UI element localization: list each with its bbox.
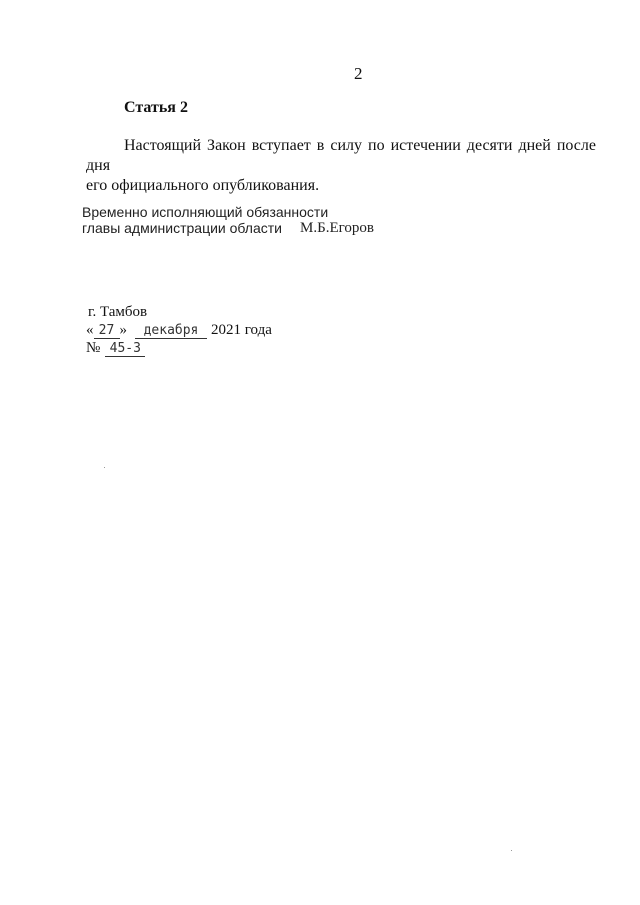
article-body — [86, 136, 596, 196]
signature-position-line-1: Временно исполняющий обязанности — [82, 204, 329, 220]
scan-speck — [511, 850, 512, 851]
date-year: 2021 года — [211, 322, 272, 338]
date-line — [86, 322, 272, 339]
signature-position-line-2: главы администрации области — [82, 220, 282, 236]
page-number: 2 — [354, 64, 363, 83]
city-line: г. Тамбов — [88, 304, 148, 320]
article-body-line-1: Настоящий Закон вступает в силу по истечении десяти дней после дня — [86, 137, 596, 174]
date-day: 27 — [94, 323, 120, 339]
quote-open: « — [86, 322, 94, 338]
scan-speck — [104, 467, 105, 468]
law-number-line — [86, 340, 145, 357]
number-sign: № — [86, 340, 101, 356]
law-number: 45-З — [105, 341, 145, 357]
signatory-name: М.Б.Егоров — [300, 220, 374, 236]
date-month: декабря — [135, 323, 207, 339]
article-title: Статья 2 — [124, 99, 188, 116]
quote-close: » — [119, 322, 127, 338]
signature-block — [82, 204, 374, 236]
article-body-line-2: его официального опубликования. — [86, 177, 320, 194]
